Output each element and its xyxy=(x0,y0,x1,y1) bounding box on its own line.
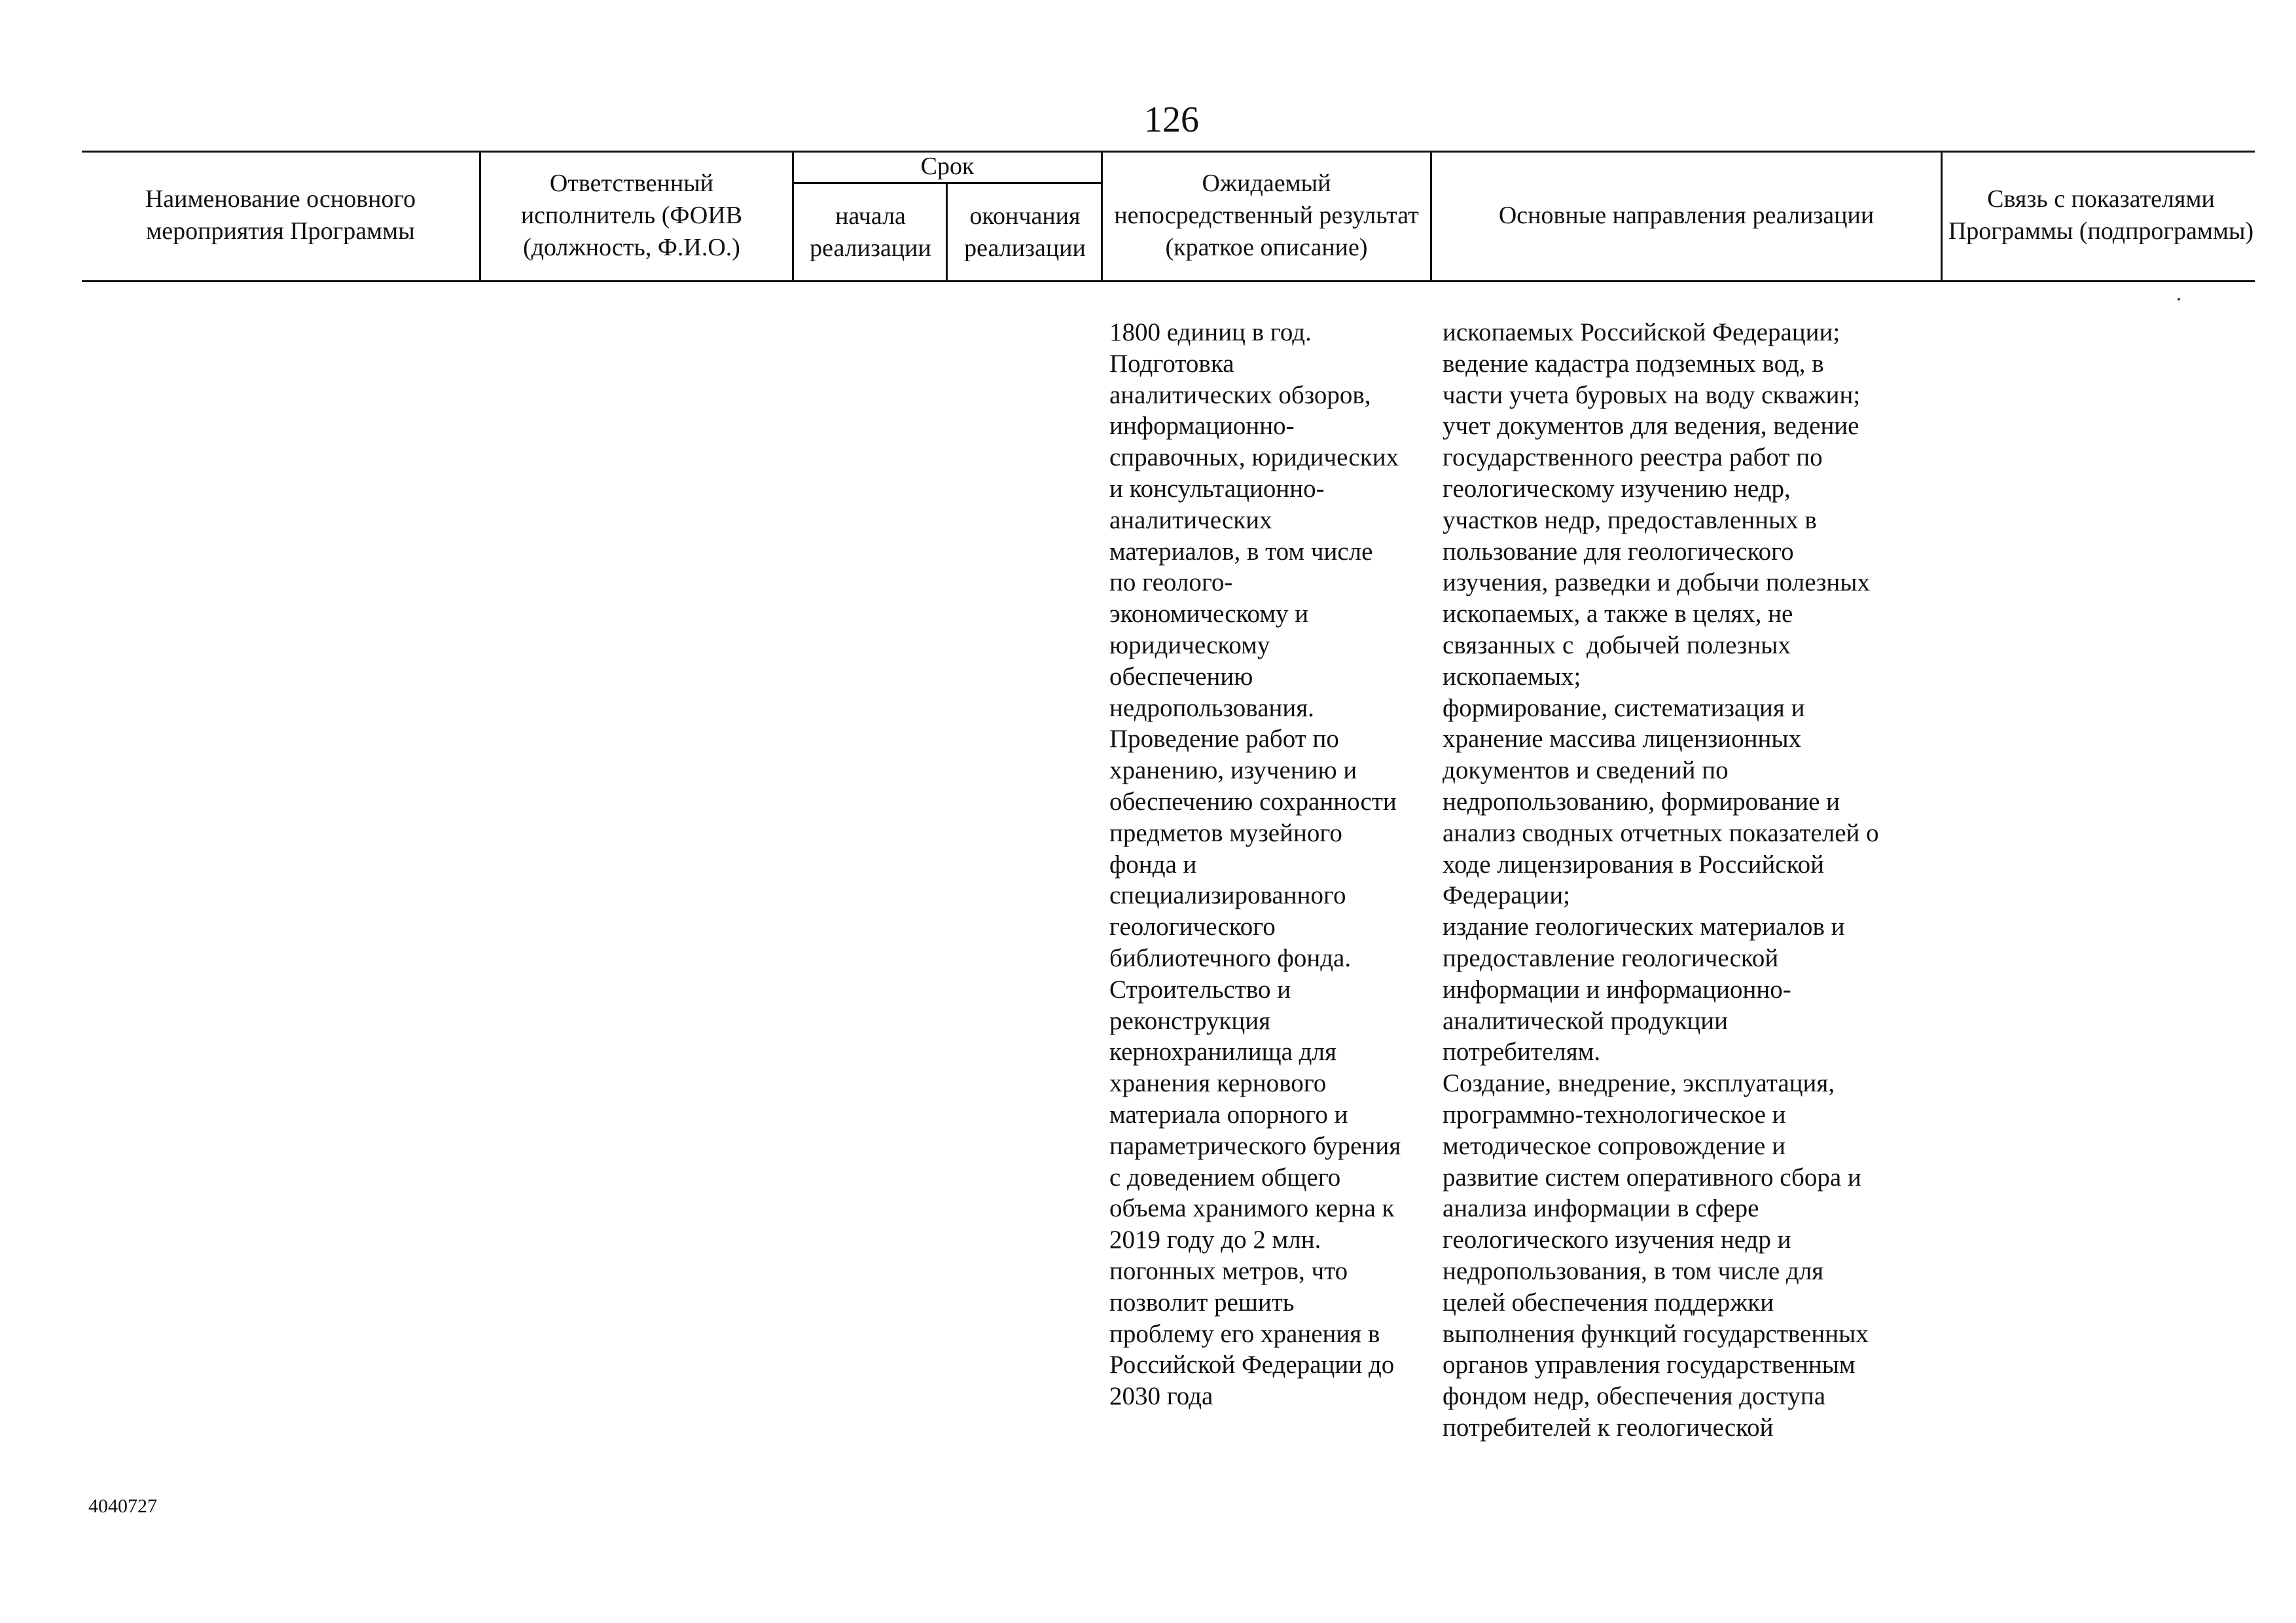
col-separator xyxy=(479,151,481,282)
result-text: 1800 единиц в год. Подготовка аналитических обзоров, информационно- справочных, юридических и консультационно- аналитических материалов, в том числе по геолого- экономическому и юридическому обеспечению недропользования. Проведение работ по хранению, изучению и обеспечению сохранности предметов музейного фонда и специализированного геологического библиотечного фонда. Строительство и реконструкция кернохранилища для хранения кернового материала опорного и параметрического бурения с доведением общего объема хранимого керна к 2019 году до 2 млн. погонных метров, что позволит решить проблему его хранения в Российской Федерации до 2030 года xyxy=(1109,318,1401,1411)
header-col-name: Наименование основного мероприятия Программы xyxy=(145,185,416,245)
page-number: 126 xyxy=(1144,100,1199,140)
header-col-term: Срок xyxy=(920,152,975,180)
header-col-link: Связь с показателями Программы (подпрограммы) xyxy=(1948,185,2254,245)
col-separator xyxy=(946,183,948,282)
header-col-term-start: начала реализации xyxy=(810,202,931,262)
scan-speck xyxy=(2178,298,2180,301)
header-col-directions: Основные направления реализации xyxy=(1498,201,1874,229)
col-separator xyxy=(1941,151,1943,282)
header-col-responsible: Ответственный исполнитель (ФОИВ (должность, Ф.И.О.) xyxy=(520,169,743,261)
directions-text: ископаемых Российской Федерации; ведение кадастра подземных вод, в части учета буровых на воду скважин; учет документов для ведения, ведение государственного реестра работ по геологическому изучению недр, участков недр, предоставленных в пользование для геологического изучения, разведки и добычи полезных ископаемых, а также в целях, не связанных с добычей полезных ископаемых; формирование, систематизация и хранение массива лицензионных документов и сведений по недропользованию, формирование и анализ сводных отчетных показателей о ходе лицензирования в Российской Федерации; издание геологических материалов и предоставление геологической информации и информационно- аналитической продукции потребителям. Создание, внедрение, эксплуатация, программно-технологическое и методическое сопровождение и развитие систем оперативного сбора и анализа информации в сфере геологического изучения недр и недропользования, в том числе для целей обеспечения поддержки выполнения функций государственных органов управления государственным фондом недр, обеспечения доступа потребителей к геологической xyxy=(1443,318,1879,1442)
header-bottom-rule xyxy=(82,280,2255,282)
col-separator xyxy=(1101,151,1103,282)
header-col-result: Ожидаемый непосредственный результат (краткое описание) xyxy=(1114,169,1419,261)
header-col-term-end: окончания реализации xyxy=(964,202,1086,262)
footer-code: 4040727 xyxy=(88,1495,157,1517)
